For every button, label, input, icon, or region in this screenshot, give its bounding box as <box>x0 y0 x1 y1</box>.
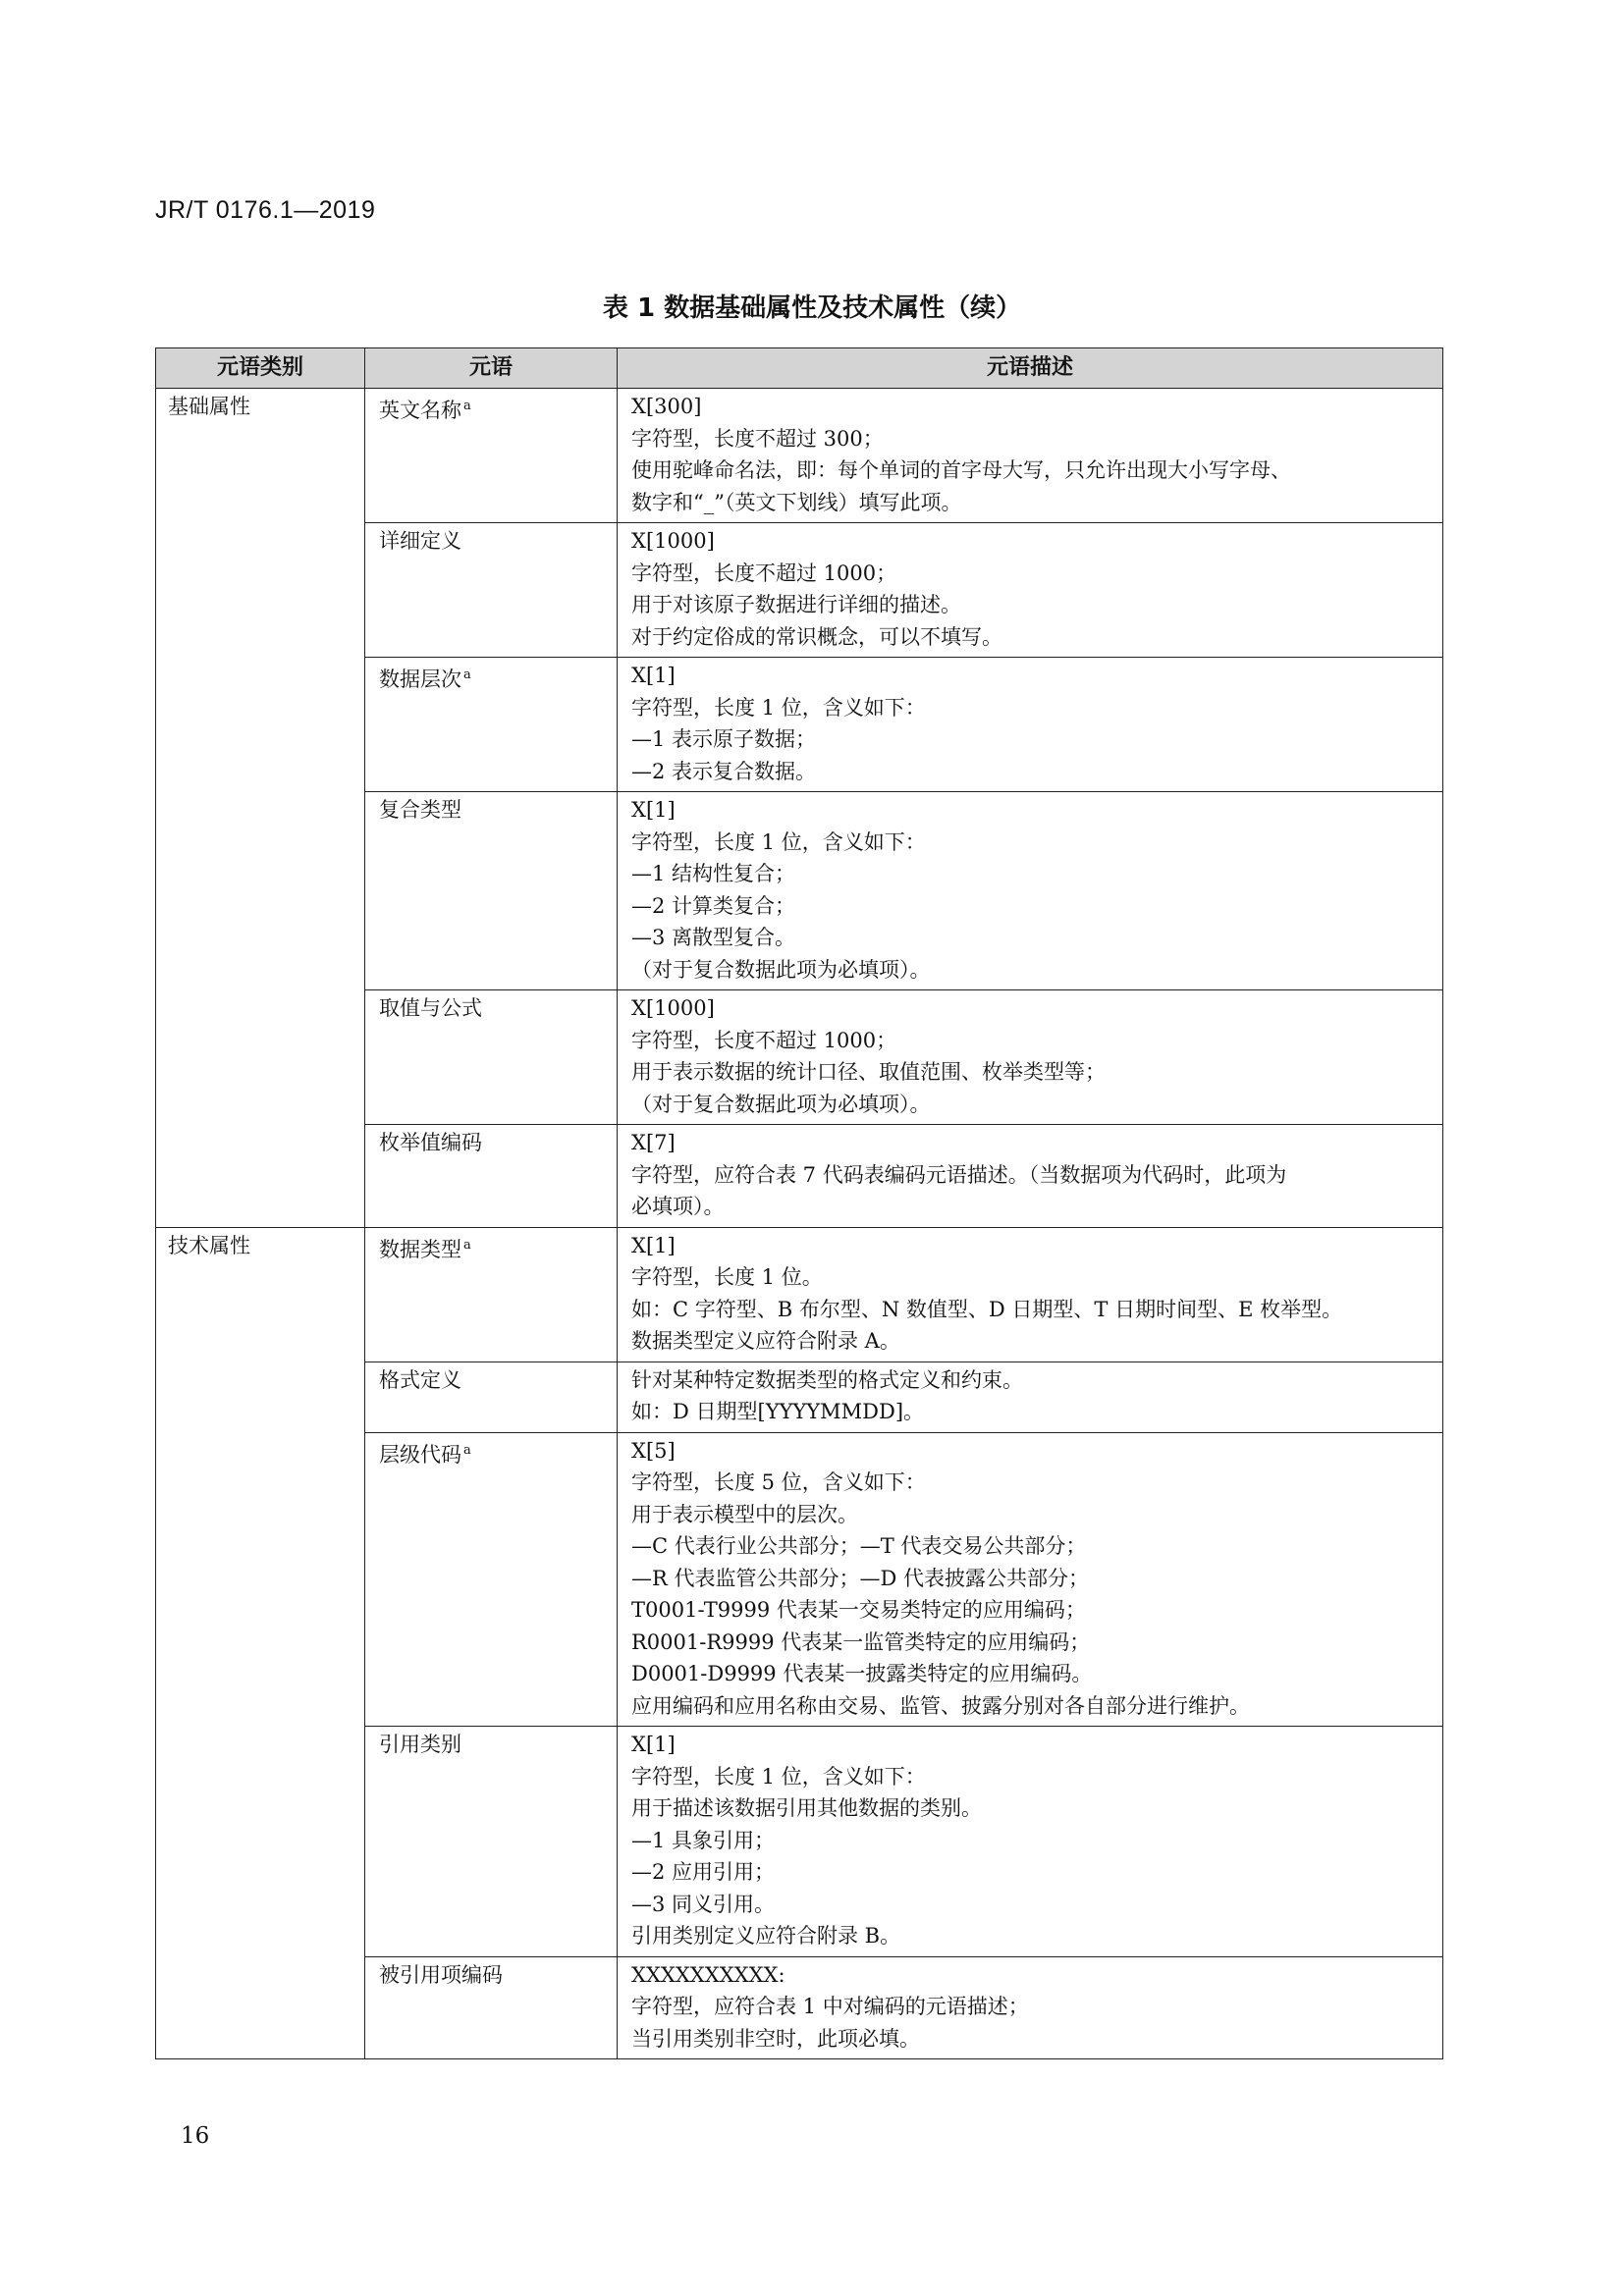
element-name: 引用类别 <box>379 1733 461 1756</box>
description-cell <box>618 990 1443 1125</box>
description-line: 针对某种特定数据类型的格式定义和约束。 <box>631 1367 1023 1392</box>
description-line: 应用编码和应用名称由交易、监管、披露分别对各自部分进行维护。 <box>631 1693 1250 1718</box>
description-line: 字符型，应符合表 1 中对编码的元语描述； <box>631 1995 1029 2018</box>
description-cell <box>618 1432 1443 1727</box>
description-line: 引用类别定义应符合附录 B。 <box>631 1924 901 1948</box>
element-cell <box>365 1727 618 1957</box>
element-name: 英文名称 <box>379 399 461 422</box>
description-line: X[1000] <box>631 529 715 553</box>
footnote-marker: a <box>463 399 471 413</box>
description-line: 当引用类别非空时，此项必填。 <box>631 2026 920 2051</box>
element-cell <box>365 1227 618 1362</box>
document-id: JR/T 0176.1—2019 <box>155 196 376 224</box>
description-cell <box>618 1227 1443 1362</box>
table-body <box>156 389 1443 2059</box>
table-title: 表 1 数据基础属性及技术属性（续） <box>602 294 1022 323</box>
description-line: —2 表示复合数据。 <box>631 759 817 783</box>
footnote-marker: a <box>463 1237 471 1253</box>
element-cell <box>365 658 618 792</box>
description-cell <box>618 389 1443 523</box>
element-cell <box>365 389 618 523</box>
description-line: 对于约定俗成的常识概念，可以不填写。 <box>631 624 1002 649</box>
table-row <box>156 389 1443 523</box>
element-cell <box>365 792 618 990</box>
description-cell <box>618 1362 1443 1432</box>
element-name: 数据类型 <box>379 1237 461 1261</box>
element-name: 格式定义 <box>379 1367 461 1392</box>
description-line: X[300] <box>631 395 702 418</box>
element-name: 被引用项编码 <box>379 1962 503 1987</box>
element-cell <box>365 1362 618 1432</box>
element-cell <box>365 1432 618 1727</box>
description-line: 数字和“_”（英文下划线）填写此项。 <box>631 490 962 514</box>
element-name: 数据层次 <box>379 667 461 691</box>
description-line: 用于描述该数据引用其他数据的类别。 <box>631 1796 982 1820</box>
description-line: 数据类型定义应符合附录 A。 <box>631 1329 900 1353</box>
footnote-marker: a <box>463 667 471 682</box>
description-line: 用于表示模型中的层次。 <box>631 1502 858 1526</box>
description-line: 字符型，长度 5 位，含义如下： <box>631 1470 926 1494</box>
element-cell <box>365 523 618 658</box>
column-header-element: 元语 <box>365 348 618 389</box>
description-line: 如：D 日期型[YYYYMMDD]。 <box>631 1400 925 1423</box>
category-cell <box>156 1227 365 2059</box>
description-line: （对于复合数据此项为必填项）。 <box>631 1092 931 1116</box>
description-line: 字符型，应符合表 7 代码表编码元语描述。（当数据项为代码时，此项为 <box>631 1162 1287 1187</box>
description-line: —3 离散型复合。 <box>631 926 796 949</box>
description-line: X[1] <box>631 1733 676 1756</box>
description-line: X[1] <box>631 798 676 822</box>
description-cell <box>618 1956 1443 2059</box>
element-name: 复合类型 <box>379 798 461 822</box>
description-line: 必填项）。 <box>631 1195 725 1218</box>
element-cell <box>365 1125 618 1228</box>
description-line: 使用驼峰命名法，即：每个单词的首字母大写，只允许出现大小写字母、 <box>631 458 1291 482</box>
description-line: —2 计算类复合； <box>631 893 796 918</box>
description-line: —1 结构性复合； <box>631 862 796 885</box>
description-line: —C 代表行业公共部分；—T 代表交易公共部分； <box>631 1534 1087 1558</box>
element-name: 枚举值编码 <box>379 1131 482 1154</box>
description-line: （对于复合数据此项为必填项）。 <box>631 957 931 982</box>
description-cell <box>618 792 1443 990</box>
category-label: 基础属性 <box>168 395 250 418</box>
column-header-description: 元语描述 <box>618 348 1443 389</box>
element-name: 详细定义 <box>379 529 461 553</box>
description-line: —2 应用引用； <box>631 1860 776 1884</box>
element-cell <box>365 990 618 1125</box>
description-cell <box>618 1125 1443 1228</box>
description-line: X[5] <box>631 1438 676 1463</box>
description-cell <box>618 658 1443 792</box>
description-line: 字符型，长度 1 位，含义如下： <box>631 695 926 720</box>
description-line: T0001-T9999 代表某一交易类特定的应用编码； <box>631 1598 1086 1622</box>
description-line: 用于表示数据的统计口径、取值范围、枚举类型等； <box>631 1060 1106 1084</box>
description-line: 字符型，长度不超过 300； <box>631 426 884 451</box>
element-name: 层级代码 <box>379 1442 461 1467</box>
description-line: X[1000] <box>631 996 715 1020</box>
description-line: 如：C 字符型、B 布尔型、N 数值型、D 日期型、T 日期时间型、E 枚举型。 <box>631 1297 1343 1321</box>
description-line: —R 代表监管公共部分；—D 代表披露公共部分； <box>631 1566 1089 1590</box>
category-label: 技术属性 <box>168 1233 250 1257</box>
description-line: R0001-R9999 代表某一监管类特定的应用编码； <box>631 1629 1091 1654</box>
footnote-marker: a <box>463 1442 471 1458</box>
description-line: —3 同义引用。 <box>631 1892 776 1916</box>
element-name: 取值与公式 <box>379 996 482 1020</box>
description-line: X[1] <box>631 1233 676 1257</box>
table-row <box>156 1227 1443 1362</box>
description-line: 字符型，长度不超过 1000； <box>631 561 897 585</box>
description-line: X[1] <box>631 664 676 687</box>
column-header-category: 元语类别 <box>156 348 365 389</box>
description-line: —1 表示原子数据； <box>631 727 817 751</box>
page-number: 16 <box>181 2123 210 2149</box>
description-line: XXXXXXXXXX: <box>631 1962 785 1987</box>
description-line: D0001-D9999 代表某一披露类特定的应用编码。 <box>631 1662 1093 1685</box>
metadata-table <box>155 347 1443 2059</box>
description-line: 字符型，长度 1 位，含义如下： <box>631 829 926 854</box>
element-cell <box>365 1956 618 2059</box>
description-line: 字符型，长度 1 位，含义如下： <box>631 1764 926 1789</box>
description-line: 字符型，长度不超过 1000； <box>631 1028 897 1052</box>
description-cell <box>618 523 1443 658</box>
description-line: 字符型，长度 1 位。 <box>631 1265 823 1289</box>
category-cell <box>156 389 365 1228</box>
table-header-row <box>156 348 1443 389</box>
description-line: —1 具象引用； <box>631 1828 776 1852</box>
description-line: 用于对该原子数据进行详细的描述。 <box>631 593 961 616</box>
description-line: X[7] <box>631 1131 676 1154</box>
description-cell <box>618 1727 1443 1957</box>
